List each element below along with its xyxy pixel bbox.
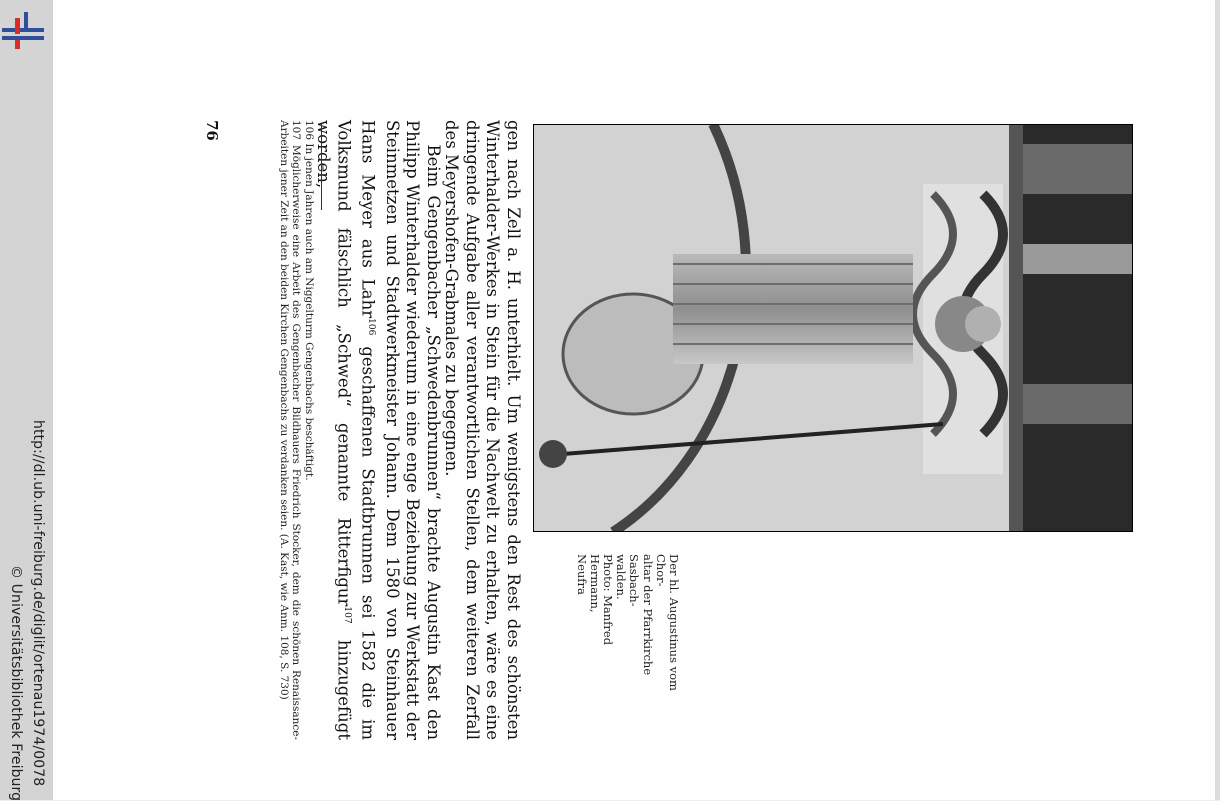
caption-line-3: walden. xyxy=(614,554,629,600)
document-url[interactable]: http://dl.ub.uni-freiburg.de/diglit/ortenau1974/0078 xyxy=(30,420,46,787)
scanned-page xyxy=(53,0,1215,800)
body-paragraph-1: gen nach Zell a. H. unterhielt. Um wenigstens den Rest des schönsten Winterhalder-Werkes in Stein für die Nachwelt zu erhalten, wäre es eine dringende Aufgabe aller verantwortlichen Stellen, dem weiteren Zerfall des Meyershofen-Grabmales zu begegnen. xyxy=(442,120,523,740)
copyright-notice: © Universitätsbibliothek Freiburg xyxy=(8,565,24,801)
caption-line-5: Neufra xyxy=(574,554,589,595)
viewer-sidebar xyxy=(0,0,53,800)
footnote-separator xyxy=(321,124,322,210)
page-edge-shadow xyxy=(1215,0,1220,800)
paragraph-2-part-c: hinzugefügt worden, xyxy=(314,120,354,740)
footnote-marker-107: 107 xyxy=(342,606,353,624)
rotated-page-content xyxy=(53,0,1215,800)
university-logo-icon xyxy=(2,10,44,52)
footnote-107: 107 Möglicherweise eine Arbeit des Gengenbacher Bildhauers Friedrich Stocker, dem die schönen Renaissance-Arbeiten jener Zeit an den beiden Kirchen Gengenbachs zu verdanken seien. (A. Kast, wie Anm. 108, S. 730) xyxy=(277,120,302,740)
photo-st-augustine-statue xyxy=(533,124,1133,532)
photo-caption xyxy=(574,554,680,704)
paragraph-2-part-b: geschaffenen Stadtbrunnen sei 1582 die im Volksmund fälschlich „Schwed“ genannte Ritterfigur xyxy=(334,120,378,741)
footnote-marker-106: 106 xyxy=(366,318,377,336)
page-number: 76 xyxy=(203,120,221,141)
caption-line-1: Der hl. Augustinus vom Chor- xyxy=(653,554,681,691)
caption-line-4: Photo: Manfred Hermann, xyxy=(587,554,615,646)
paragraph-2-part-a: Beim Gengenbacher „Schwedenbrunnen“ brachte Augustin Kast den Philipp Winterhalder wiederum in eine enge Beziehung zur Werkstatt der Steinmetzen und Stadtwerkmeister Johann. Dem 1580 von Steinhauer Hans Meyer aus Lahr xyxy=(358,120,443,740)
caption-line-2: altar der Pfarrkirche Sasbach- xyxy=(627,554,655,676)
body-paragraph-2 xyxy=(312,120,443,740)
footnote-106: 106 In jenen Jahren auch am Niggelturm Gengenbachs beschäftigt. xyxy=(303,120,315,481)
